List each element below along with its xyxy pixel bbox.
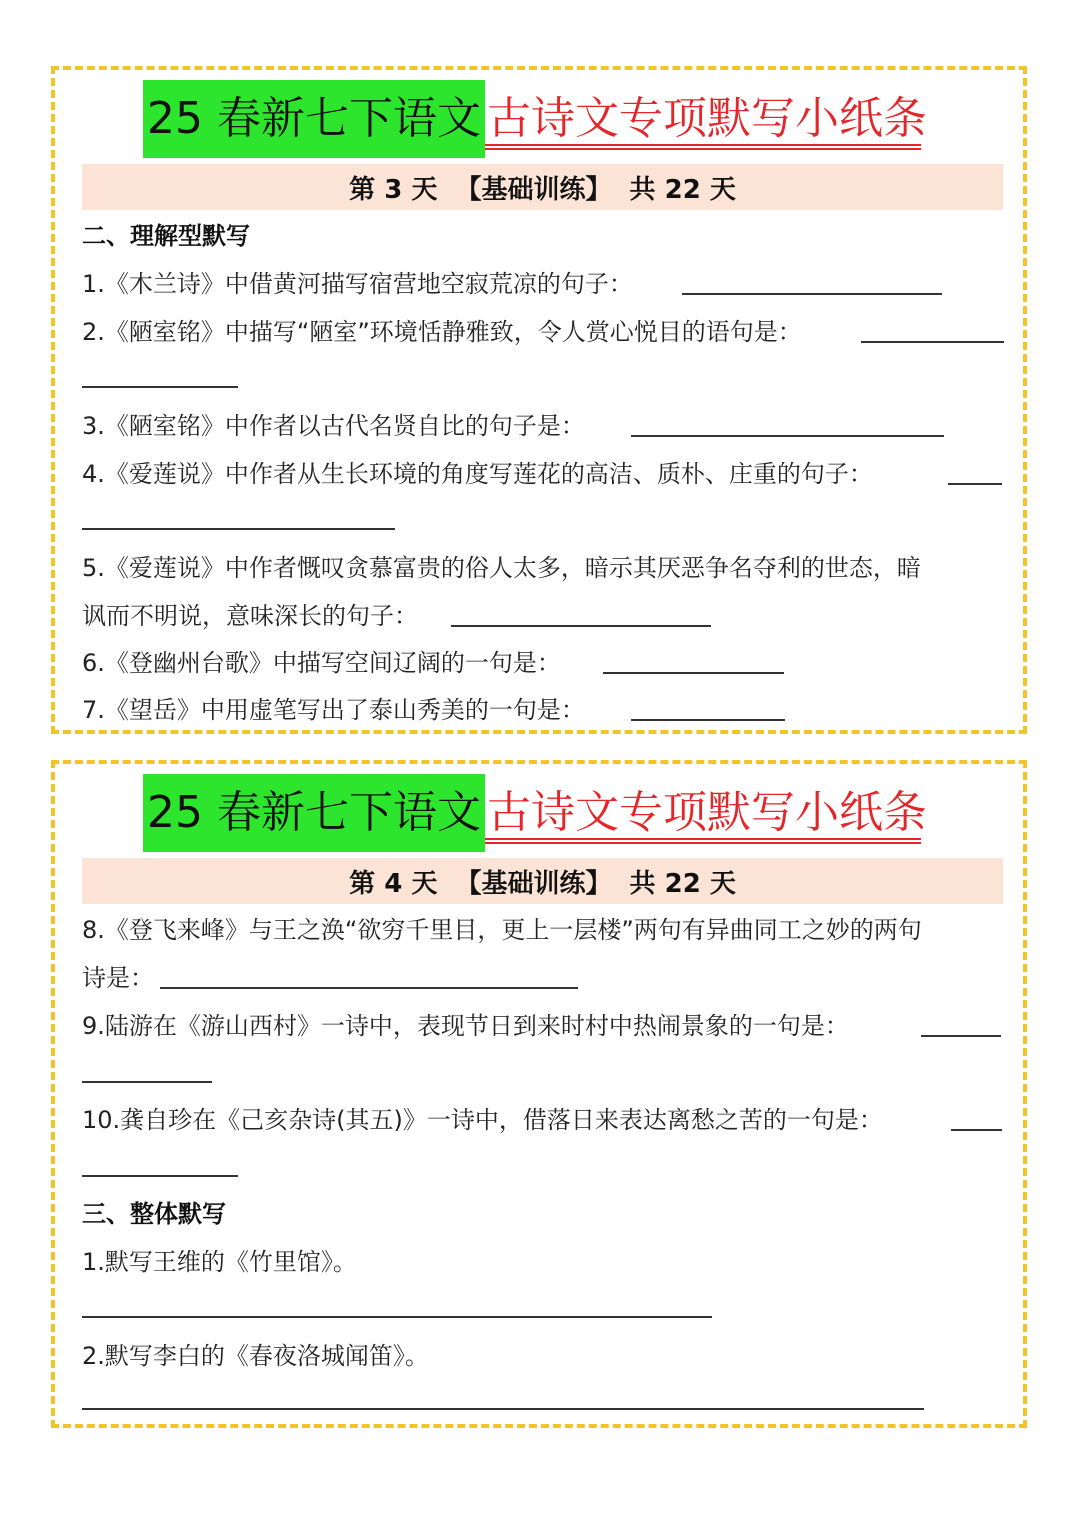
answer-blank[interactable]: [160, 987, 578, 989]
question-9: 9.陆游在《游山西村》一诗中，表现节日到来时村中热闹景象的一句是：: [82, 1012, 849, 1040]
answer-blank[interactable]: [82, 1316, 712, 1318]
answer-blank[interactable]: [631, 719, 785, 721]
whole-recite-1: 1.默写王维的《竹里馆》。: [82, 1248, 357, 1276]
answer-blank[interactable]: [82, 386, 238, 388]
answer-blank[interactable]: [951, 1129, 1002, 1131]
answer-blank[interactable]: [82, 1175, 238, 1177]
answer-blank[interactable]: [861, 341, 1004, 343]
question-7: 7.《望岳》中用虚笔写出了泰山秀美的一句是：: [82, 696, 585, 724]
day-banner: 第 3 天 【基础训练】 共 22 天: [82, 164, 1003, 210]
answer-blank[interactable]: [82, 1408, 924, 1410]
question-1: 1.《木兰诗》中借黄河描写宿营地空寂荒凉的句子：: [82, 270, 633, 298]
answer-blank[interactable]: [603, 672, 784, 674]
worksheet-card-day4: [51, 760, 1027, 1428]
question-8: 8.《登飞来峰》与王之涣“欲穷千里目，更上一层楼”两句有异曲同工之妙的两句: [82, 916, 922, 944]
question-10: 10.龚自珍在《己亥杂诗(其五)》一诗中，借落日来表达离愁之苦的一句是：: [82, 1106, 883, 1134]
card-title: [143, 774, 927, 852]
question-6: 6.《登幽州台歌》中描写空间辽阔的一句是：: [82, 649, 561, 677]
question-5-cont: 讽而不明说，意味深长的句子：: [82, 602, 418, 630]
title-subject: 古诗文专项默写小纸条: [485, 774, 927, 852]
question-4: 4.《爱莲说》中作者从生长环境的角度写莲花的高洁、质朴、庄重的句子：: [82, 460, 873, 488]
question-3: 3.《陋室铭》中作者以古代名贤自比的句子是：: [82, 412, 585, 440]
title-highlight: 25 春新七下语文: [143, 80, 485, 158]
answer-blank[interactable]: [631, 435, 944, 437]
title-subject: 古诗文专项默写小纸条: [485, 80, 927, 158]
question-8-cont: 诗是：: [82, 964, 154, 992]
answer-blank[interactable]: [948, 483, 1002, 485]
answer-blank[interactable]: [82, 528, 395, 530]
day-banner: 第 4 天 【基础训练】 共 22 天: [82, 858, 1003, 904]
answer-blank[interactable]: [921, 1035, 1001, 1037]
section-heading: 二、理解型默写: [82, 222, 250, 250]
answer-blank[interactable]: [82, 1081, 212, 1083]
card-title: [143, 80, 927, 158]
section-heading: 三、整体默写: [82, 1200, 226, 1228]
question-2: 2.《陋室铭》中描写“陋室”环境恬静雅致，令人赏心悦目的语句是：: [82, 318, 802, 346]
title-highlight: 25 春新七下语文: [143, 774, 485, 852]
answer-blank[interactable]: [451, 625, 711, 627]
answer-blank[interactable]: [682, 293, 942, 295]
worksheet-card-day3: [51, 66, 1027, 734]
whole-recite-2: 2.默写李白的《春夜洛城闻笛》。: [82, 1342, 429, 1370]
question-5: 5.《爱莲说》中作者慨叹贪慕富贵的俗人太多，暗示其厌恶争名夺利的世态，暗: [82, 554, 921, 582]
